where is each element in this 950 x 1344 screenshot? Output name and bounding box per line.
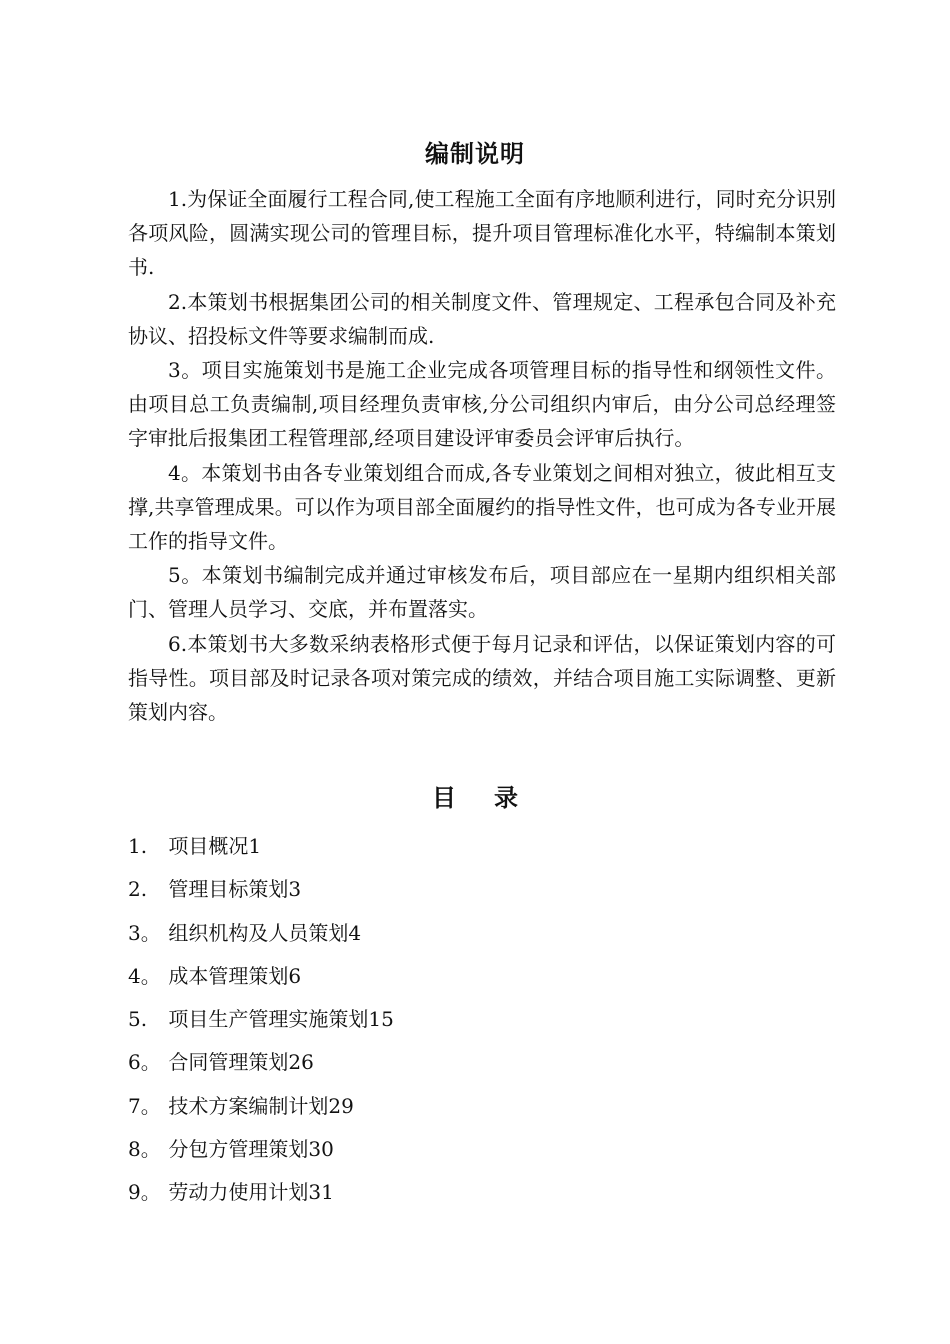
toc-item[interactable] [128, 1041, 828, 1084]
toc-item-number: 4。 [128, 963, 161, 988]
toc-title [0, 778, 950, 813]
toc-item-number: 8。 [128, 1137, 161, 1162]
toc-item[interactable] [128, 955, 828, 998]
toc-title-char-1: 目 [432, 784, 456, 812]
toc-item[interactable] [128, 868, 828, 911]
toc-item-label: 劳动力使用计划31 [168, 1180, 334, 1205]
toc-item[interactable] [128, 1085, 828, 1128]
toc-title-char-2: 录 [494, 784, 518, 812]
toc-item-number: 5. [128, 1007, 148, 1032]
toc-item-label: 合同管理策划26 [168, 1050, 314, 1075]
toc-item-label: 技术方案编制计划29 [168, 1093, 354, 1118]
toc-item-label: 分包方管理策划30 [168, 1137, 334, 1162]
toc-item-label: 项目生产管理实施策划15 [168, 1007, 394, 1032]
preface-paragraph-1: 1.为保证全面履行工程合同,使工程施工全面有序地顺利进行，同时充分识别各项风险，圆满实现公司的管理目标，提升项目管理标准化水平，特编制本策划书. [128, 187, 836, 280]
table-of-contents [128, 825, 828, 1215]
toc-item-label: 组织机构及人员策划4 [168, 920, 362, 945]
preface-paragraph-2: 2.本策划书根据集团公司的相关制度文件、管理规定、工程承包合同及补充协议、招投标文件等要求编制而成. [128, 289, 836, 348]
toc-item[interactable] [128, 998, 828, 1041]
preface-paragraph-4: 4。本策划书由各专业策划组合而成,各专业策划之间相对独立，彼此相互支撑,共享管理成果。可以作为项目部全面履约的指导性文件，也可成为各专业开展工作的指导文件。 [128, 460, 836, 554]
toc-item[interactable] [128, 1128, 828, 1171]
preface-title: 编制说明 [425, 140, 525, 168]
toc-item-label: 项目概况1 [168, 834, 262, 858]
preface-paragraph-5: 5。本策划书编制完成并通过审核发布后，项目部应在一星期内组织相关部门、管理人员学习、交底，并布置落实。 [128, 563, 836, 622]
toc-item-number: 1. [128, 834, 148, 858]
toc-item-label: 成本管理策划6 [168, 963, 302, 988]
toc-item[interactable] [128, 1171, 828, 1214]
preface-paragraph-3: 3。项目实施策划书是施工企业完成各项管理目标的指导性和纲领性文件。由项目总工负责编制,项目经理负责审核,分公司组织内审后，由分公司总经理签字审批后报集团工程管理部,经项目建设评审委员会评审后执行。 [128, 358, 836, 451]
toc-item[interactable] [128, 912, 828, 955]
preface-body [128, 182, 836, 729]
toc-item-number: 6。 [128, 1050, 161, 1075]
toc-item[interactable] [128, 825, 828, 868]
preface-paragraph-6: 6.本策划书大多数采纳表格形式便于每月记录和评估，以保证策划内容的可指导性。项目部及时记录各项对策完成的绩效，并结合项目施工实际调整、更新策划内容。 [128, 631, 836, 725]
toc-item-number: 7。 [128, 1093, 161, 1118]
toc-item-number: 3。 [128, 920, 161, 945]
toc-item-number: 2. [128, 877, 148, 902]
toc-item-number: 9。 [128, 1180, 161, 1205]
toc-item-label: 管理目标策划3 [168, 877, 302, 902]
